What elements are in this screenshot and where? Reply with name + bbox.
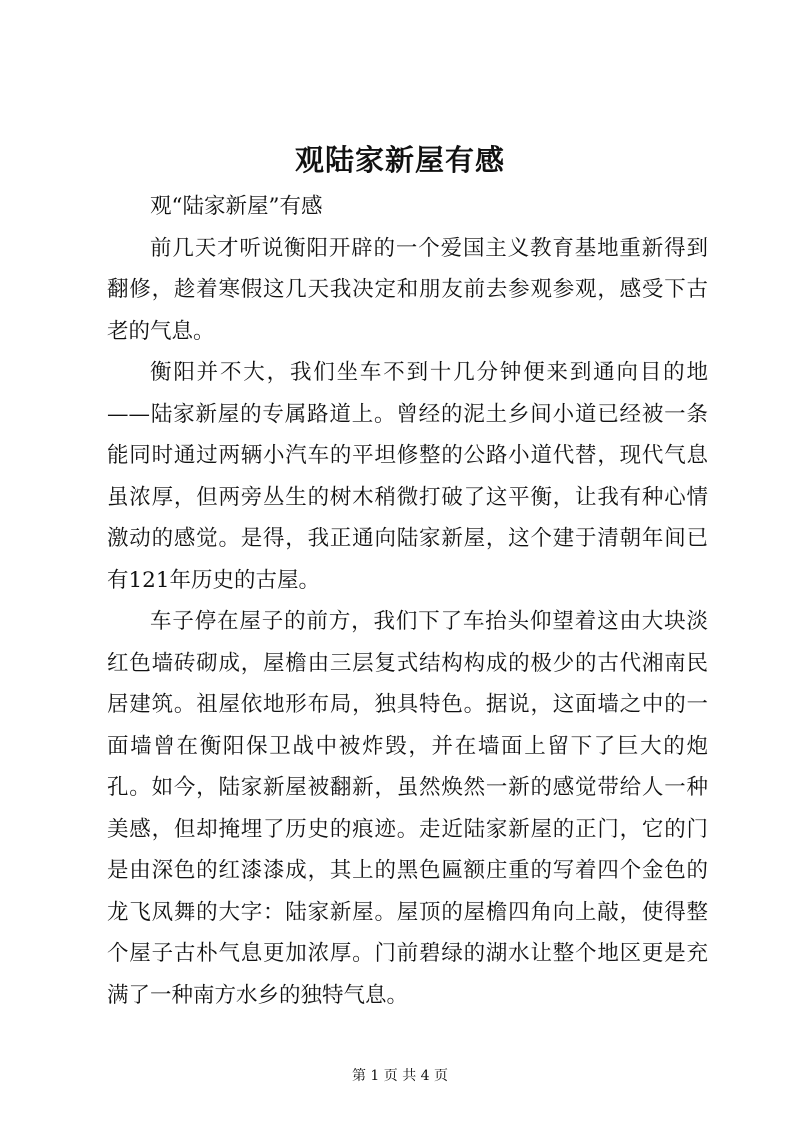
document-title: 观陆家新屋有感 [294,143,505,177]
paragraph: 车子停在屋子的前方，我们下了车抬头仰望着这由大块淡红色墙砖砌成，屋檐由三层复式结构构成的极少的古代湘南民居建筑。祖屋依地形布局，独具特色。据说，这面墙之中的一面墙曾在衡阳保卫战中被炸毁，并在墙面上留下了巨大的炮孔。如今，陆家新屋被翻新，虽然焕然一新的感觉带给人一种美感，但却掩埋了历史的痕迹。走近陆家新屋的正门，它的门是由深色的红漆漆成，其上的黑色匾额庄重的写着四个金色的龙飞凤舞的大字：陆家新屋。屋顶的屋檐四角向上敲，使得整个屋子古朴气息更加浓厚。门前碧绿的湖水让整个地区更是充满了一种南方水乡的独特气息。 [107,609,708,1008]
paragraph-subtitle: 观“陆家新屋”有感 [150,194,323,219]
document-body [107,186,708,1016]
paragraph: 前几天才听说衡阳开辟的一个爱国主义教育基地重新得到翻修，趁着寒假这几天我决定和朋友前去参观参观，感受下古老的气息。 [107,235,708,344]
page-footer: 第 1 页 共 4 页 [351,1068,449,1084]
paragraph: 衡阳并不大，我们坐车不到十几分钟便来到通向目的地——陆家新屋的专属路道上。曾经的泥土乡间小道已经被一条能同时通过两辆小汽车的平坦修整的公路小道代替，现代气息虽浓厚，但两旁丛生的树木稍微打破了这平衡，让我有种心情激动的感觉。是得，我正通向陆家新屋，这个建于清朝年间已有121年历史的古屋。 [107,360,708,593]
